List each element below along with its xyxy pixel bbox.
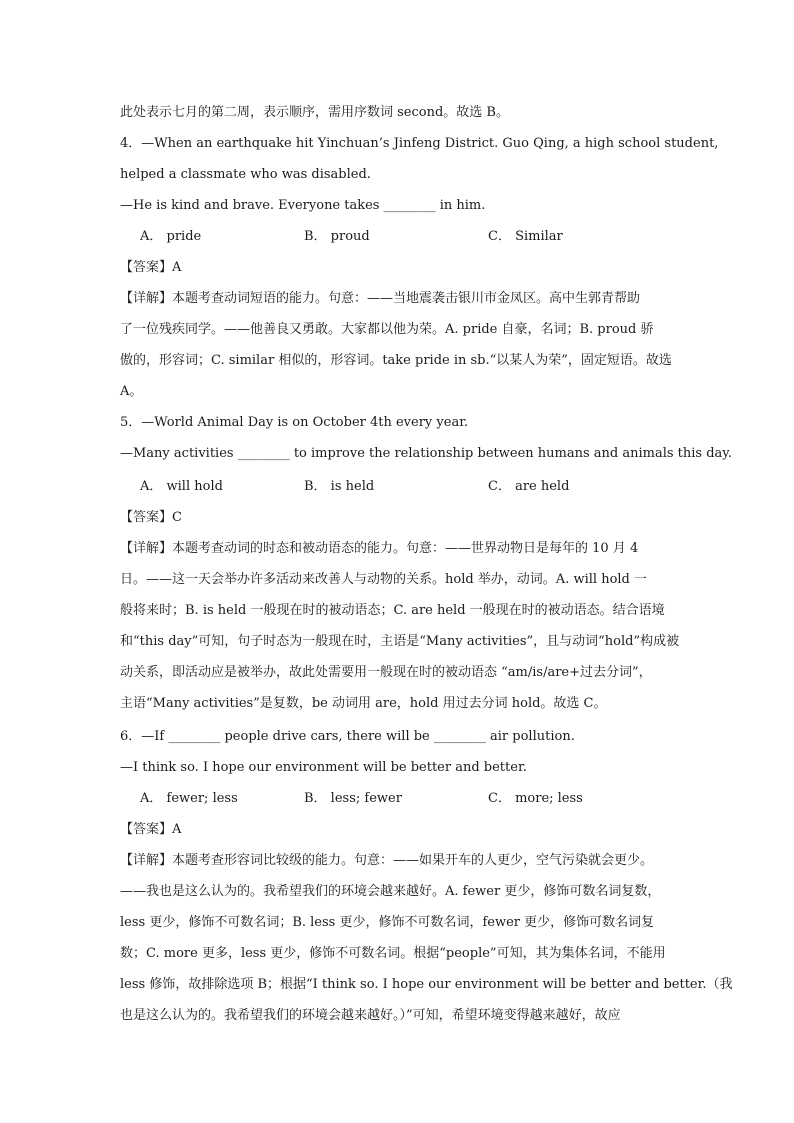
q5-option-a: A． will hold <box>140 479 223 494</box>
q6-explanation-line: ——我也是这么认为的。我希望我们的环境会越来越好。A. fewer 更少，修饰可数名词复数， <box>120 884 661 899</box>
q4-explanation-line: 了一位残疾同学。——他善良又勇敢。大家都以他为荣。A. pride 自豪，名词；B. proud 骄 <box>120 322 654 337</box>
q4-explanation-line: A。 <box>120 384 143 399</box>
text-line: 此处表示七月的第二周，表示顺序，需用序数词 second。故选 B。 <box>120 105 509 120</box>
q5-option-b: B． is held <box>304 479 375 494</box>
q5-explanation-line: 和“this day”可知，句子时态为一般现在时，主语是“Many activities”，且与动词“hold”构成被 <box>120 634 680 649</box>
q6-explanation-line: less 更少，修饰不可数名词；B. less 更少，修饰不可数名词，fewer 更少，修饰可数名词复 <box>120 915 655 930</box>
q5-explanation-line: 【详解】本题考查动词的时态和被动语态的能力。句意：——世界动物日是每年的 10 月 4 <box>120 541 639 556</box>
question-5-line-1: 5．—World Animal Day is on October 4th every year. <box>120 415 469 430</box>
q6-explanation-line: 【详解】本题考查形容词比较级的能力。句意：——如果开车的人更少，空气污染就会更少。 <box>120 853 654 868</box>
q6-explanation-line: 也是这么认为的。我希望我们的环境会越来越好。）”可知，希望环境变得越来越好，故应 <box>120 1008 621 1023</box>
q6-explanation-line: 数；C. more 更多，less 更少，修饰不可数名词。根据“people”可知，其为集体名词，不能用 <box>120 946 666 961</box>
q4-answer: 【答案】A <box>120 260 182 275</box>
question-5-line-2: —Many activities ________ to improve the relationship between humans and animals this day. <box>120 446 733 461</box>
q5-explanation-line: 动关系，即活动应是被举办，故此处需要用一般现在时的被动语态 “am/is/are+过去分词”， <box>120 665 652 680</box>
q6-option-b: B． less; fewer <box>304 791 402 806</box>
q6-option-c: C． more; less <box>488 791 583 806</box>
q4-option-c: C． Similar <box>488 229 563 244</box>
q4-option-b: B． proud <box>304 229 370 244</box>
question-4-line-2: helped a classmate who was disabled. <box>120 167 371 182</box>
q4-explanation-line: 【详解】本题考查动词短语的能力。句意：——当地震袭击银川市金凤区。高中生郭青帮助 <box>120 291 641 306</box>
question-6-line-2: —I think so. I hope our environment will be better and better. <box>120 760 527 775</box>
question-4-line-1: 4．—When an earthquake hit Yinchuan’s Jinfeng District. Guo Qing, a high school student, <box>120 136 719 151</box>
q4-explanation-line: 傲的，形容词；C. similar 相似的，形容词。take pride in sb.“以某人为荣”，固定短语。故选 <box>120 353 672 368</box>
q6-answer: 【答案】A <box>120 822 182 837</box>
question-4-line-3: —He is kind and brave. Everyone takes ________ in him. <box>120 198 486 213</box>
q5-explanation-line: 主语“Many activities”是复数，be 动词用 are，hold 用过去分词 hold。故选 C。 <box>120 696 607 711</box>
q5-option-c: C． are held <box>488 479 570 494</box>
q6-option-a: A． fewer; less <box>140 791 238 806</box>
q5-explanation-line: 日。——这一天会举办许多活动来改善人与动物的关系。hold 举办，动词。A. will hold 一 <box>120 572 648 587</box>
q5-explanation-line: 般将来时；B. is held 一般现在时的被动语态；C. are held 一般现在时的被动语态。结合语境 <box>120 603 665 618</box>
q6-explanation-line: less 修饰，故排除选项 B；根据“I think so. I hope our environment will be better and better.（我 <box>120 977 733 992</box>
q5-answer: 【答案】C <box>120 510 182 525</box>
question-6-line-1: 6．—If ________ people drive cars, there will be ________ air pollution. <box>120 729 575 744</box>
q4-option-a: A． pride <box>140 229 202 244</box>
